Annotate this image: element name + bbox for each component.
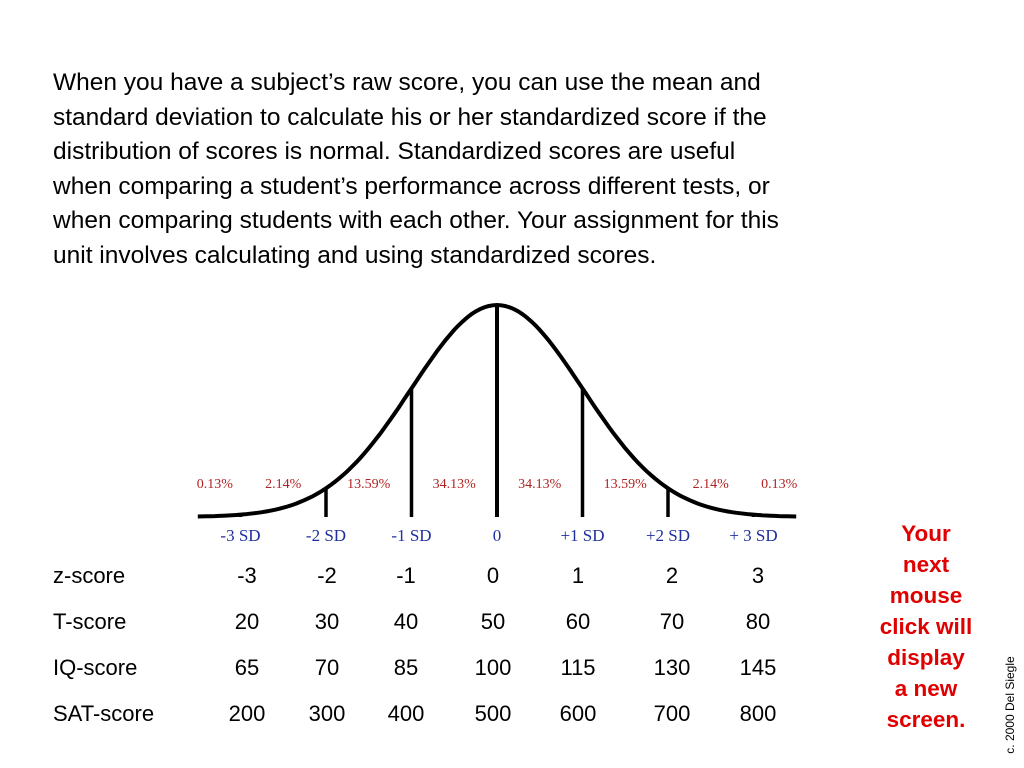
score-cell: 1	[571, 563, 585, 588]
percentage-label: 0.13%	[761, 477, 798, 492]
score-cell: 3	[751, 563, 765, 588]
notice-line: next	[902, 552, 950, 577]
sd-label: -3 SD	[220, 526, 261, 545]
score-cell: 40	[393, 609, 419, 634]
score-cell: 70	[314, 655, 340, 680]
score-cell: 2	[665, 563, 679, 588]
sd-label: -1 SD	[391, 526, 432, 545]
sd-label: +2 SD	[645, 526, 691, 545]
score-cell: 600	[559, 701, 597, 726]
notice-line: a new	[894, 676, 958, 701]
intro-line: When you have a subject’s raw score, you can use the mean and	[53, 69, 761, 96]
notice-line: click will	[879, 614, 973, 639]
copyright-credit: c. 2000 Del Siegle	[1003, 656, 1017, 754]
sd-label: 0	[492, 526, 502, 545]
score-cell: 200	[228, 701, 266, 726]
intro-line: when comparing a student’s performance across different tests, or	[53, 172, 770, 200]
sd-division-lines	[241, 305, 754, 517]
score-cell: 20	[234, 609, 260, 634]
intro-line: when comparing students with each other. Your assignment for this	[53, 207, 779, 234]
score-cell: 400	[387, 701, 425, 726]
percentage-label: 2.14%	[692, 477, 729, 492]
percentage-label: 0.13%	[196, 477, 233, 492]
intro-line: distribution of scores is normal. Standardized scores are useful	[53, 138, 736, 165]
next-screen-notice	[866, 518, 986, 735]
score-cell: 800	[739, 701, 777, 726]
percentage-label: 13.59%	[347, 477, 391, 492]
percentage-label: 34.13%	[518, 477, 562, 492]
score-cell: 65	[234, 655, 260, 680]
score-cell: 145	[739, 655, 777, 680]
score-cell: 115	[560, 655, 596, 680]
score-cell: -1	[396, 563, 416, 588]
score-cell: 300	[308, 701, 346, 726]
score-cell: 85	[393, 655, 419, 680]
score-row-label: IQ-score	[53, 655, 138, 680]
percentage-label: 13.59%	[603, 477, 647, 492]
score-cell: 0	[486, 563, 500, 588]
sd-label: +1 SD	[560, 526, 605, 545]
notice-line: screen.	[886, 707, 966, 732]
notice-line: mouse	[889, 583, 963, 608]
sd-label: -2 SD	[305, 526, 347, 545]
percentage-label: 2.14%	[265, 477, 302, 492]
score-cell: -3	[237, 563, 257, 588]
intro-line: standard deviation to calculate his or her standardized score if the	[53, 103, 767, 131]
score-cell: 60	[565, 609, 591, 634]
intro-line: unit involves calculating and using standardized scores.	[53, 241, 657, 269]
score-cell: 700	[653, 701, 691, 726]
score-cell: 100	[474, 655, 512, 680]
score-cell: -2	[317, 563, 337, 588]
score-row-label: T-score	[53, 609, 127, 634]
score-cell: 50	[480, 609, 506, 634]
notice-line: display	[887, 645, 965, 670]
sd-label: + 3 SD	[729, 526, 778, 545]
percentage-label: 34.13%	[432, 477, 476, 492]
sd-labels	[220, 526, 777, 545]
score-row-label: z-score	[53, 563, 126, 588]
score-cell: 130	[653, 655, 691, 680]
score-row-label: SAT-score	[53, 701, 155, 726]
score-cell: 30	[314, 609, 340, 634]
score-cell: 500	[474, 701, 512, 726]
score-cell: 70	[659, 609, 685, 634]
score-cell: 80	[745, 609, 771, 634]
notice-line: Your	[901, 521, 951, 546]
